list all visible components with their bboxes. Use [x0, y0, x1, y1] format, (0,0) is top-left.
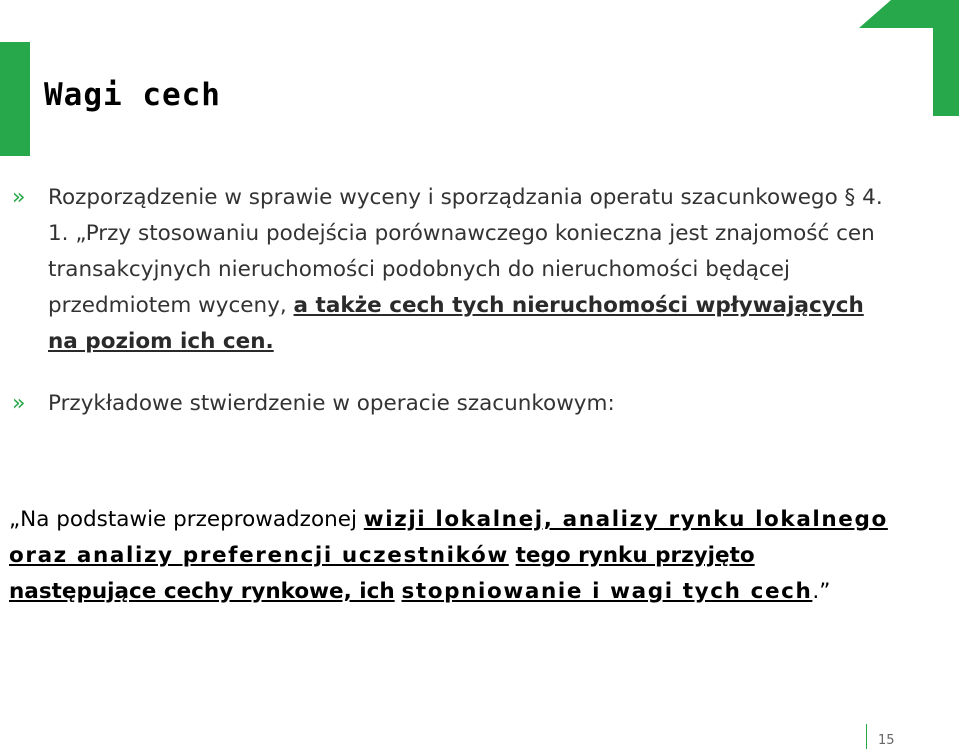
bullet-list — [12, 180, 892, 422]
quote-emphasis-2: tego rynku przyjęto następujące cechy rynkowe, ich — [9, 543, 755, 604]
quote-emphasis-3: stopniowanie i wagi tych cech — [401, 579, 813, 604]
bullet-text: Rozporządzenie w sprawie wyceny i sporządzania operatu szacunkowego § 4. 1. „Przy stosowaniu podejścia porównawczego konieczna jest znajomość cen transakcyjnych nieruchomości podobnych do nieruchomości będącej przedmiotem wyceny, — [48, 185, 883, 318]
example-quote — [9, 502, 909, 610]
bullet-marker: » — [12, 391, 26, 416]
corner-arrow-decoration — [859, 0, 959, 116]
bullet-example — [12, 386, 892, 422]
bullet-text: Przykładowe stwierdzenie w operacie szacunkowym: — [48, 391, 615, 416]
page-number: 15 — [878, 733, 895, 748]
quote-closing: .” — [812, 579, 831, 604]
bullet-regulation — [12, 180, 892, 360]
quote-emphasis-1: wizji lokalnej, analizy rynku lokalnego oraz analizy preferencji uczestników — [9, 507, 888, 568]
accent-bar — [0, 42, 30, 156]
quote-intro: „Na podstawie przeprowadzonej — [9, 507, 357, 532]
footer-divider — [866, 724, 867, 749]
bullet-emphasis: a także cech tych nieruchomości wpływających na poziom ich cen. — [48, 293, 864, 354]
bullet-marker: » — [12, 185, 26, 210]
page-title: Wagi cech — [44, 77, 221, 113]
